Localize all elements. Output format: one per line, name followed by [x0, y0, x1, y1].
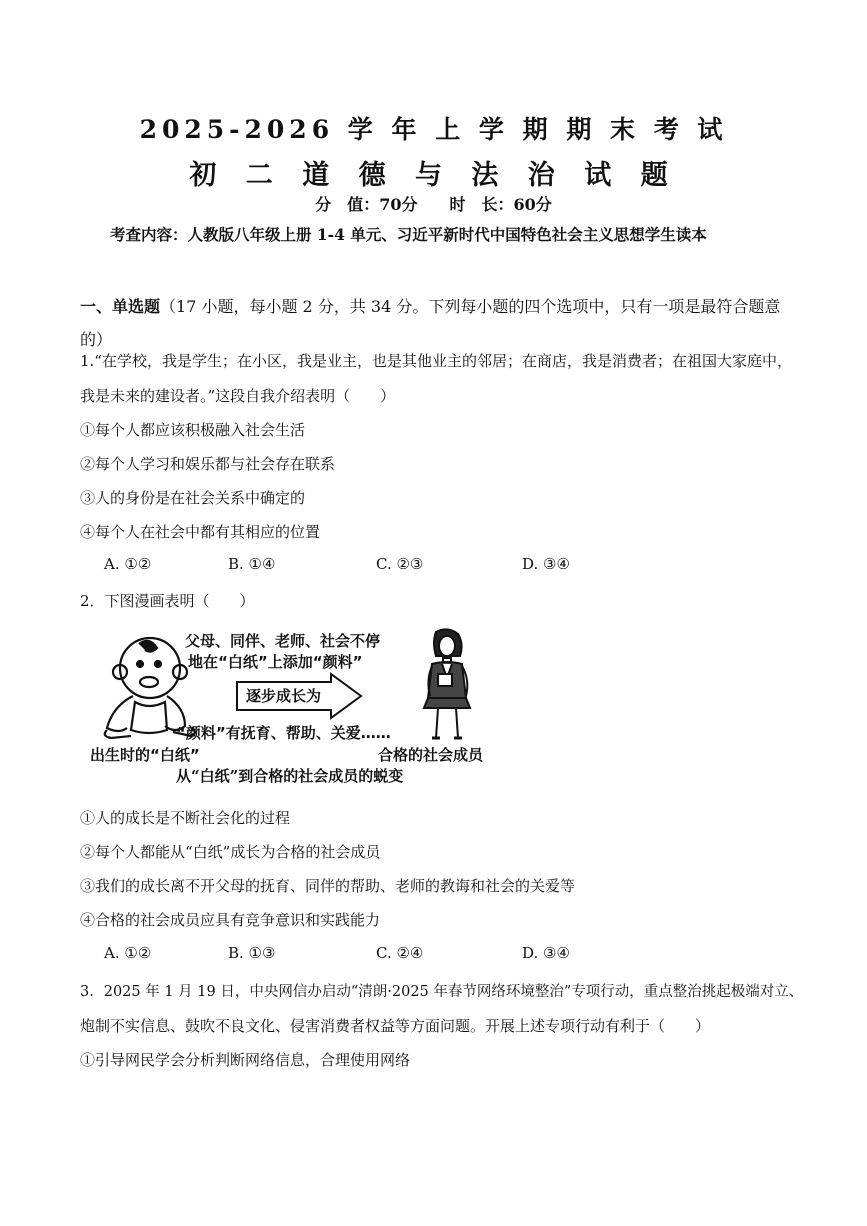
- section-instruction: （17 小题，每小题 2 分，共 34 分。下列每小题的四个选项中，只有一项是最符合题意的）: [80, 297, 781, 349]
- q2-stem: 2．下图漫画表明（ ）: [80, 592, 255, 610]
- q2-option-a[interactable]: A. ①②: [104, 944, 152, 962]
- q1-option-a[interactable]: A. ①②: [104, 555, 152, 573]
- subject-title: 初 二 道 德 与 法 治 试 题: [189, 160, 678, 191]
- section-heading: [80, 290, 800, 356]
- q1-option-c[interactable]: C. ②③: [376, 555, 424, 573]
- q2-option-d[interactable]: D. ③④: [522, 944, 570, 962]
- q2-statement-4: ④合格的社会成员应具有竞争意识和实践能力: [80, 911, 381, 929]
- cartoon-bottom-text: “颜料”有抚育、帮助、关爱……: [176, 724, 391, 742]
- cartoon-caption: 从“白纸”到合格的社会成员的蜕变: [176, 767, 404, 785]
- q3-stem-line1: 3．2025 年 1 月 19 日，中央网信办启动“清朗·2025 年春节网络环境整治”专项行动，重点整治挑起极端对立、: [80, 984, 804, 1000]
- q2-statement-2: ②每个人都能从“白纸”成长为合格的社会成员: [80, 843, 381, 861]
- q3-statement-1: ①引导网民学会分析判断网络信息，合理使用网络: [80, 1051, 411, 1069]
- cartoon-right-label: 合格的社会成员: [378, 746, 484, 764]
- adult-woman-illustration: [418, 628, 478, 746]
- cartoon-arrow-text: 逐步成长为: [246, 687, 322, 705]
- q1-option-d[interactable]: D. ③④: [522, 555, 570, 573]
- q2-statement-3: ③我们的成长离不开父母的抚育、同伴的帮助、老师的教诲和社会的关爱等: [80, 877, 576, 895]
- q2-statement-1: ①人的成长是不断社会化的过程: [80, 809, 291, 827]
- score-info: 分 值：70分 时 长：60分: [315, 195, 552, 214]
- exam-scope: 考查内容：人教版八年级上册 1-4 单元、习近平新时代中国特色社会主义思想学生读本: [110, 225, 707, 244]
- section-title: 一、单选题: [80, 297, 161, 316]
- q1-stem-line2: 我是未来的建设者。”这段自我介绍表明（ ）: [80, 387, 396, 405]
- q1-statement-1: ①每个人都应该积极融入社会生活: [80, 421, 306, 439]
- q1-statement-4: ④每个人在社会中都有其相应的位置: [80, 523, 321, 541]
- q1-statement-3: ③人的身份是在社会关系中确定的: [80, 489, 306, 507]
- q3-stem-line2: 炮制不实信息、鼓吹不良文化、侵害消费者权益等方面问题。开展上述专项行动有利于（ ）: [80, 1017, 711, 1035]
- cartoon-top-text-1: 父母、同伴、老师、社会不停: [185, 632, 381, 650]
- q1-option-b[interactable]: B. ①④: [228, 555, 276, 573]
- q2-option-c[interactable]: C. ②④: [376, 944, 424, 962]
- q1-statement-2: ②每个人学习和娱乐都与社会存在联系: [80, 455, 336, 473]
- q2-option-b[interactable]: B. ①③: [228, 944, 276, 962]
- cartoon-left-label: 出生时的“白纸”: [90, 746, 200, 764]
- cartoon-top-text-2: 地在“白纸”上添加“颜料”: [188, 653, 363, 671]
- q1-stem-line1: 1.“在学校，我是学生；在小区，我是业主，也是其他业主的邻居；在商店，我是消费者；在祖国大家庭中，: [80, 352, 792, 370]
- exam-title: 2025-2026 学 年 上 学 期 期 末 考 试: [139, 115, 728, 144]
